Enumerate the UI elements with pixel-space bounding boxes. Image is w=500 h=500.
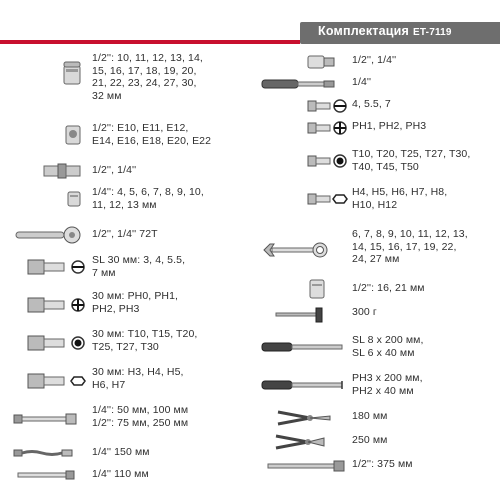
bit-holder-screwdriver-icon <box>258 74 338 94</box>
item-text: SL 30 мм: 3, 4, 5.5, 7 мм <box>92 254 186 279</box>
list-item <box>258 454 500 478</box>
item-text: 1/2'', 1/4'' <box>92 164 137 176</box>
item-text: PH3 х 200 мм, PH2 х 40 мм <box>352 372 423 397</box>
list-item <box>258 430 500 454</box>
header-accent <box>0 28 300 44</box>
list-item <box>8 120 280 154</box>
header-model: ET-7119 <box>413 27 452 38</box>
e-torx-socket-icon <box>8 120 88 154</box>
item-text: 1/4'' <box>352 76 372 88</box>
slotted-screwdriver-icon <box>258 332 338 362</box>
hammer-icon <box>258 304 338 324</box>
combination-wrench-icon <box>258 228 338 272</box>
list-item <box>8 186 280 220</box>
item-text: 4, 5.5, 7 <box>352 98 391 110</box>
item-text: 1/2'', 1/4'' <box>352 54 397 66</box>
list-item <box>8 252 280 282</box>
list-item <box>8 404 280 434</box>
list-item <box>258 146 500 176</box>
item-text: 1/4'' 110 мм <box>92 468 149 480</box>
universal-joint-icon <box>8 160 88 182</box>
item-text: T10, T20, T25, T27, T30, T40, T45, T50 <box>352 148 471 173</box>
list-item <box>258 332 500 362</box>
list-item <box>258 304 500 324</box>
phillips-bit-icon <box>258 118 338 138</box>
spark-plug-socket-icon <box>258 278 338 300</box>
list-item <box>258 118 500 138</box>
list-item <box>258 278 500 300</box>
list-item <box>258 406 500 430</box>
item-text: 1/4'': 50 мм, 100 мм 1/2'': 75 мм, 250 мм <box>92 404 189 429</box>
hex-bit-socket-icon <box>8 366 88 396</box>
item-text: 30 мм: T10, T15, T20, T25, T27, T30 <box>92 328 198 353</box>
item-text: 30 мм: H3, H4, H5, H6, H7 <box>92 366 184 391</box>
header-title-text: Комплектация <box>318 24 410 38</box>
hex-bit-icon <box>258 184 338 214</box>
adapter-icon <box>258 52 338 72</box>
item-text: 300 г <box>352 306 377 318</box>
item-text: 1/4'': 4, 5, 6, 7, 8, 9, 10, 11, 12, 13 мм <box>92 186 204 211</box>
socket-icon <box>8 52 88 92</box>
item-text: PH1, PH2, PH3 <box>352 120 427 132</box>
item-text: H4, H5, H6, H7, H8, H10, H12 <box>352 186 448 211</box>
header <box>0 0 500 46</box>
list-item <box>258 184 500 214</box>
list-item <box>8 442 280 464</box>
slotted-bit-icon <box>258 96 338 116</box>
slotted-bit-socket-icon <box>8 252 88 282</box>
list-item <box>8 290 280 320</box>
item-text: 1/4'' 150 мм <box>92 446 150 458</box>
item-text: 1/2'': 10, 11, 12, 13, 14, 15, 16, 17, 18, 19, 20, 21, 22, 23, 24, 27, 30, 32 мм <box>92 52 203 102</box>
list-item <box>258 52 500 72</box>
item-text: 1/2'': E10, E11, E12, E14, E16, E18, E20, E22 <box>92 122 212 147</box>
item-text: 1/2'': 16, 21 мм <box>352 282 425 294</box>
item-text: SL 8 х 200 мм, SL 6 х 40 мм <box>352 334 424 359</box>
water-pump-pliers-icon <box>258 430 338 454</box>
list-item <box>258 74 500 94</box>
item-text: 30 мм: PH0, PH1, PH2, PH3 <box>92 290 179 315</box>
item-text: 180 мм <box>352 410 388 422</box>
list-item <box>8 52 280 112</box>
list-item <box>258 370 500 400</box>
extension-bar-icon <box>8 404 88 434</box>
flexible-extension-icon <box>8 442 88 464</box>
phillips-bit-socket-icon <box>8 290 88 320</box>
header-title <box>318 24 452 38</box>
torx-bit-socket-icon <box>8 328 88 358</box>
list-item <box>8 160 280 182</box>
list-item <box>8 366 280 396</box>
breaker-bar-icon <box>258 454 338 478</box>
torx-bit-icon <box>258 146 338 176</box>
item-text: 250 мм <box>352 434 388 446</box>
item-text: 1/2'', 1/4'' 72T <box>92 228 158 240</box>
pliers-icon <box>258 406 338 430</box>
item-text: 1/2'': 375 мм <box>352 458 413 470</box>
socket-icon <box>8 186 88 220</box>
list-item <box>258 96 500 116</box>
list-item <box>8 464 280 486</box>
ratchet-icon <box>8 224 88 246</box>
item-text: 6, 7, 8, 9, 10, 11, 12, 13, 14, 15, 16, 17, 19, 22, 24, 27 мм <box>352 228 468 265</box>
list-item <box>8 224 280 246</box>
t-bar-icon <box>8 464 88 486</box>
phillips-screwdriver-icon <box>258 370 338 400</box>
list-item <box>8 328 280 358</box>
list-item <box>258 228 500 272</box>
